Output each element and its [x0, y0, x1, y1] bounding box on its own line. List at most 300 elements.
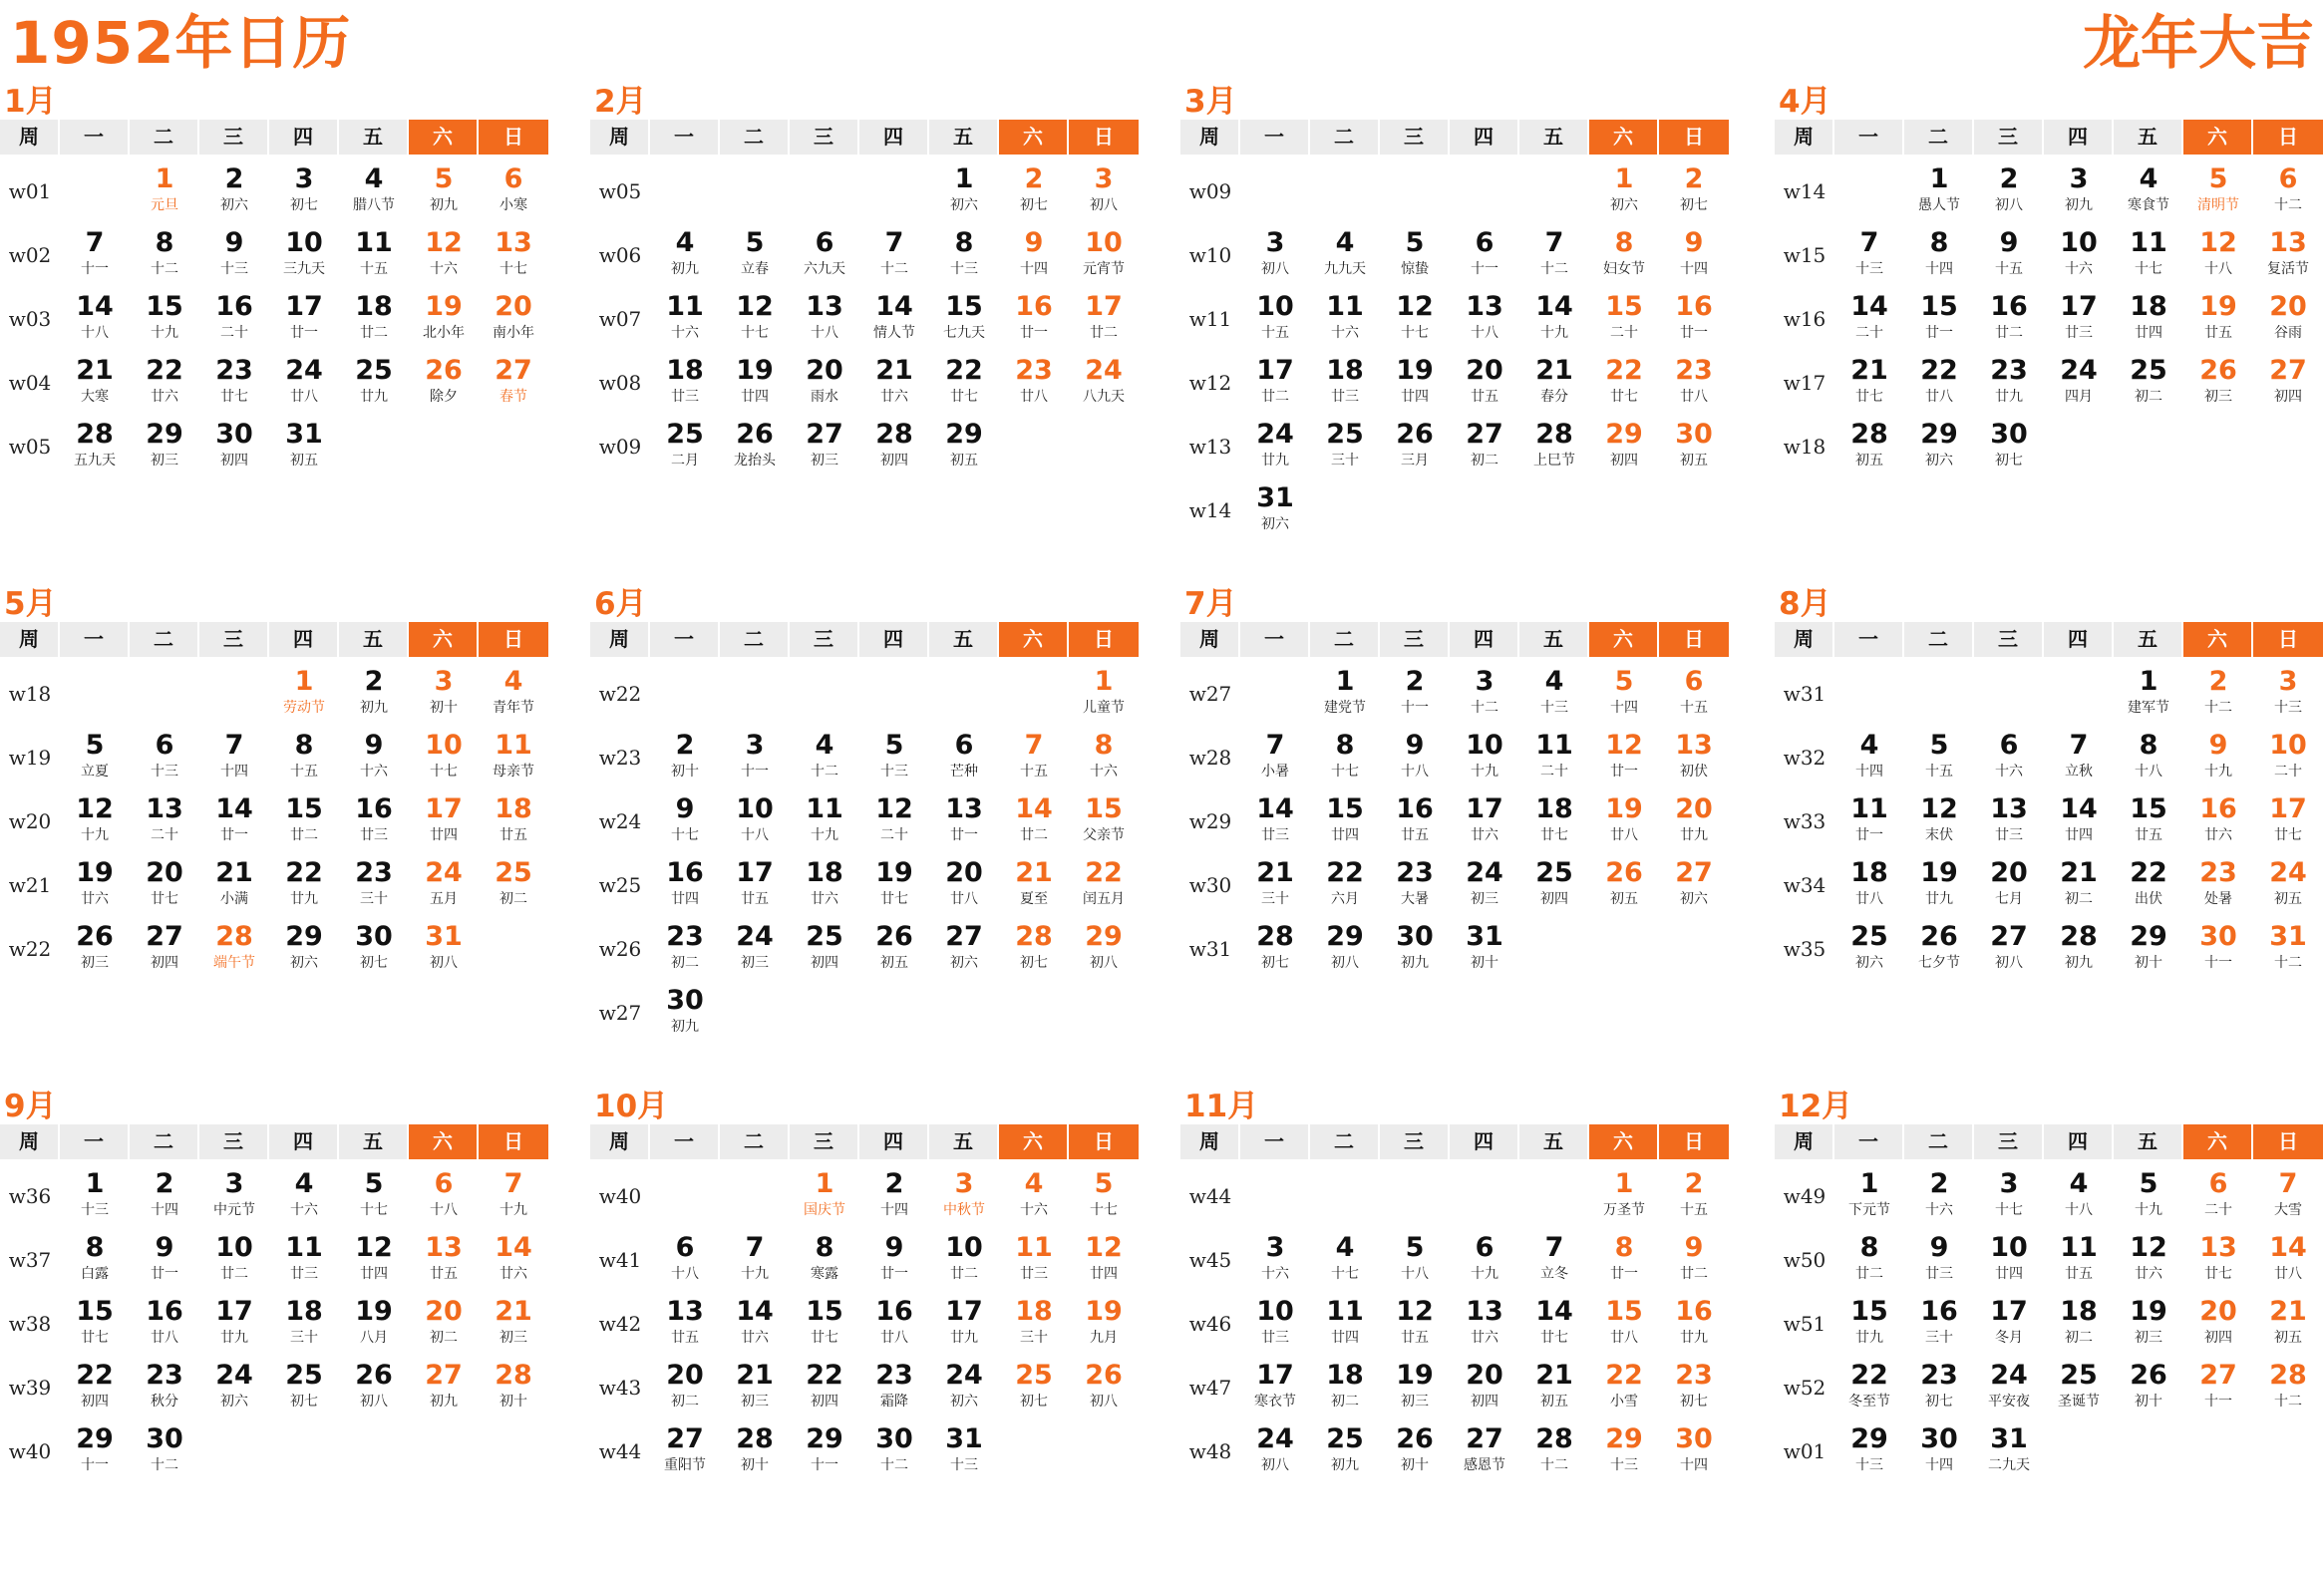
day-cell[interactable] [1834, 289, 1904, 353]
day-cell[interactable] [650, 919, 720, 983]
day-cell[interactable] [1069, 161, 1139, 225]
day-cell[interactable] [1380, 353, 1450, 417]
day-cell[interactable] [2253, 225, 2323, 289]
day-cell[interactable] [1450, 417, 1519, 480]
day-cell[interactable] [859, 1166, 929, 1230]
day-cell[interactable] [790, 791, 859, 855]
day-cell[interactable] [929, 289, 999, 353]
day-cell[interactable] [1069, 919, 1139, 983]
day-cell[interactable] [199, 1294, 269, 1358]
day-cell[interactable] [790, 289, 859, 353]
day-cell[interactable] [1069, 664, 1139, 728]
day-cell[interactable] [720, 855, 790, 919]
day-cell[interactable] [60, 728, 130, 791]
day-cell[interactable] [479, 1358, 548, 1421]
day-cell[interactable] [1240, 225, 1310, 289]
day-cell[interactable] [199, 728, 269, 791]
day-cell[interactable] [1589, 791, 1659, 855]
day-cell[interactable] [999, 791, 1069, 855]
day-cell[interactable] [1310, 919, 1380, 983]
day-cell[interactable] [409, 353, 479, 417]
day-cell[interactable] [130, 1358, 199, 1421]
day-cell[interactable] [1974, 728, 2044, 791]
day-cell[interactable] [1519, 855, 1589, 919]
day-cell[interactable] [720, 728, 790, 791]
day-cell[interactable] [339, 1166, 409, 1230]
day-cell[interactable] [269, 664, 339, 728]
day-cell[interactable] [859, 353, 929, 417]
day-cell[interactable] [929, 1421, 999, 1485]
day-cell[interactable] [1589, 225, 1659, 289]
day-cell[interactable] [479, 1166, 548, 1230]
day-cell[interactable] [269, 1358, 339, 1421]
day-cell[interactable] [999, 1294, 1069, 1358]
day-cell[interactable] [409, 1230, 479, 1294]
day-cell[interactable] [269, 919, 339, 983]
day-cell[interactable] [1069, 855, 1139, 919]
day-cell[interactable] [2044, 289, 2114, 353]
day-cell[interactable] [1589, 1294, 1659, 1358]
day-cell[interactable] [479, 791, 548, 855]
day-cell[interactable] [1519, 1358, 1589, 1421]
day-cell[interactable] [130, 791, 199, 855]
day-cell[interactable] [2114, 728, 2183, 791]
day-cell[interactable] [269, 791, 339, 855]
day-cell[interactable] [1659, 1230, 1729, 1294]
day-cell[interactable] [2044, 353, 2114, 417]
day-cell[interactable] [60, 919, 130, 983]
day-cell[interactable] [409, 855, 479, 919]
day-cell[interactable] [130, 353, 199, 417]
day-cell[interactable] [1519, 791, 1589, 855]
day-cell[interactable] [2044, 728, 2114, 791]
day-cell[interactable] [60, 1166, 130, 1230]
day-cell[interactable] [859, 1421, 929, 1485]
day-cell[interactable] [1589, 664, 1659, 728]
day-cell[interactable] [339, 1294, 409, 1358]
day-cell[interactable] [720, 1294, 790, 1358]
day-cell[interactable] [269, 1230, 339, 1294]
day-cell[interactable] [650, 728, 720, 791]
day-cell[interactable] [130, 1294, 199, 1358]
day-cell[interactable] [1589, 353, 1659, 417]
day-cell[interactable] [2183, 225, 2253, 289]
day-cell[interactable] [1380, 1294, 1450, 1358]
day-cell[interactable] [60, 791, 130, 855]
day-cell[interactable] [339, 855, 409, 919]
day-cell[interactable] [2183, 664, 2253, 728]
day-cell[interactable] [130, 225, 199, 289]
day-cell[interactable] [1310, 289, 1380, 353]
day-cell[interactable] [2114, 161, 2183, 225]
day-cell[interactable] [1380, 1358, 1450, 1421]
day-cell[interactable] [1450, 664, 1519, 728]
day-cell[interactable] [1904, 1230, 1974, 1294]
day-cell[interactable] [859, 1294, 929, 1358]
day-cell[interactable] [1659, 791, 1729, 855]
day-cell[interactable] [1450, 855, 1519, 919]
day-cell[interactable] [1659, 1294, 1729, 1358]
day-cell[interactable] [650, 855, 720, 919]
day-cell[interactable] [2114, 1358, 2183, 1421]
day-cell[interactable] [2253, 791, 2323, 855]
day-cell[interactable] [2183, 353, 2253, 417]
day-cell[interactable] [929, 1294, 999, 1358]
day-cell[interactable] [859, 417, 929, 480]
day-cell[interactable] [1589, 417, 1659, 480]
day-cell[interactable] [790, 855, 859, 919]
day-cell[interactable] [1069, 289, 1139, 353]
day-cell[interactable] [650, 983, 720, 1047]
day-cell[interactable] [479, 1230, 548, 1294]
day-cell[interactable] [2183, 1166, 2253, 1230]
day-cell[interactable] [1240, 728, 1310, 791]
day-cell[interactable] [1069, 728, 1139, 791]
day-cell[interactable] [1974, 1230, 2044, 1294]
day-cell[interactable] [1974, 1421, 2044, 1485]
day-cell[interactable] [1519, 417, 1589, 480]
day-cell[interactable] [130, 1421, 199, 1485]
day-cell[interactable] [2183, 1294, 2253, 1358]
day-cell[interactable] [859, 289, 929, 353]
day-cell[interactable] [1834, 225, 1904, 289]
day-cell[interactable] [269, 353, 339, 417]
day-cell[interactable] [2183, 289, 2253, 353]
day-cell[interactable] [720, 225, 790, 289]
day-cell[interactable] [2253, 855, 2323, 919]
day-cell[interactable] [790, 353, 859, 417]
day-cell[interactable] [929, 855, 999, 919]
day-cell[interactable] [929, 353, 999, 417]
day-cell[interactable] [2114, 1294, 2183, 1358]
day-cell[interactable] [130, 1230, 199, 1294]
day-cell[interactable] [1240, 791, 1310, 855]
day-cell[interactable] [1310, 791, 1380, 855]
day-cell[interactable] [2114, 1166, 2183, 1230]
day-cell[interactable] [720, 919, 790, 983]
day-cell[interactable] [1240, 480, 1310, 544]
day-cell[interactable] [929, 225, 999, 289]
day-cell[interactable] [1904, 1358, 1974, 1421]
day-cell[interactable] [1589, 1358, 1659, 1421]
day-cell[interactable] [1450, 289, 1519, 353]
day-cell[interactable] [1589, 161, 1659, 225]
day-cell[interactable] [199, 161, 269, 225]
day-cell[interactable] [2183, 161, 2253, 225]
day-cell[interactable] [790, 728, 859, 791]
day-cell[interactable] [269, 855, 339, 919]
day-cell[interactable] [1380, 728, 1450, 791]
day-cell[interactable] [1450, 791, 1519, 855]
day-cell[interactable] [650, 353, 720, 417]
day-cell[interactable] [1380, 919, 1450, 983]
day-cell[interactable] [1834, 1421, 1904, 1485]
day-cell[interactable] [130, 1166, 199, 1230]
day-cell[interactable] [409, 919, 479, 983]
day-cell[interactable] [339, 289, 409, 353]
day-cell[interactable] [1904, 225, 1974, 289]
day-cell[interactable] [409, 161, 479, 225]
day-cell[interactable] [1310, 1230, 1380, 1294]
day-cell[interactable] [859, 919, 929, 983]
day-cell[interactable] [1310, 417, 1380, 480]
day-cell[interactable] [2044, 225, 2114, 289]
day-cell[interactable] [60, 289, 130, 353]
day-cell[interactable] [199, 1230, 269, 1294]
day-cell[interactable] [650, 791, 720, 855]
day-cell[interactable] [1974, 855, 2044, 919]
day-cell[interactable] [60, 1294, 130, 1358]
day-cell[interactable] [1904, 1294, 1974, 1358]
day-cell[interactable] [1519, 225, 1589, 289]
day-cell[interactable] [2183, 855, 2253, 919]
day-cell[interactable] [1589, 855, 1659, 919]
day-cell[interactable] [199, 289, 269, 353]
day-cell[interactable] [1659, 855, 1729, 919]
day-cell[interactable] [409, 225, 479, 289]
day-cell[interactable] [2253, 1294, 2323, 1358]
day-cell[interactable] [1659, 417, 1729, 480]
day-cell[interactable] [1450, 1358, 1519, 1421]
day-cell[interactable] [1069, 1294, 1139, 1358]
day-cell[interactable] [1240, 855, 1310, 919]
day-cell[interactable] [650, 417, 720, 480]
day-cell[interactable] [1310, 1294, 1380, 1358]
day-cell[interactable] [1380, 1230, 1450, 1294]
day-cell[interactable] [1659, 1358, 1729, 1421]
day-cell[interactable] [1659, 1166, 1729, 1230]
day-cell[interactable] [650, 225, 720, 289]
day-cell[interactable] [1659, 728, 1729, 791]
day-cell[interactable] [1310, 855, 1380, 919]
day-cell[interactable] [1974, 919, 2044, 983]
day-cell[interactable] [2183, 791, 2253, 855]
day-cell[interactable] [479, 353, 548, 417]
day-cell[interactable] [1240, 919, 1310, 983]
day-cell[interactable] [1450, 1421, 1519, 1485]
day-cell[interactable] [409, 1294, 479, 1358]
day-cell[interactable] [2044, 161, 2114, 225]
day-cell[interactable] [1450, 1230, 1519, 1294]
day-cell[interactable] [720, 353, 790, 417]
day-cell[interactable] [2253, 1230, 2323, 1294]
day-cell[interactable] [2183, 728, 2253, 791]
day-cell[interactable] [479, 664, 548, 728]
day-cell[interactable] [1519, 1230, 1589, 1294]
day-cell[interactable] [199, 919, 269, 983]
day-cell[interactable] [1589, 1230, 1659, 1294]
day-cell[interactable] [1659, 225, 1729, 289]
day-cell[interactable] [1380, 289, 1450, 353]
day-cell[interactable] [929, 161, 999, 225]
day-cell[interactable] [479, 161, 548, 225]
day-cell[interactable] [1450, 353, 1519, 417]
day-cell[interactable] [720, 791, 790, 855]
day-cell[interactable] [1519, 1294, 1589, 1358]
day-cell[interactable] [1069, 791, 1139, 855]
day-cell[interactable] [1904, 289, 1974, 353]
day-cell[interactable] [1450, 1294, 1519, 1358]
day-cell[interactable] [1240, 1421, 1310, 1485]
day-cell[interactable] [409, 289, 479, 353]
day-cell[interactable] [1904, 1166, 1974, 1230]
day-cell[interactable] [999, 353, 1069, 417]
day-cell[interactable] [790, 1421, 859, 1485]
day-cell[interactable] [1380, 225, 1450, 289]
day-cell[interactable] [2253, 1358, 2323, 1421]
day-cell[interactable] [790, 1166, 859, 1230]
day-cell[interactable] [339, 919, 409, 983]
day-cell[interactable] [999, 1358, 1069, 1421]
day-cell[interactable] [2253, 353, 2323, 417]
day-cell[interactable] [859, 728, 929, 791]
day-cell[interactable] [1240, 1294, 1310, 1358]
day-cell[interactable] [130, 417, 199, 480]
day-cell[interactable] [1450, 919, 1519, 983]
day-cell[interactable] [269, 1294, 339, 1358]
day-cell[interactable] [1240, 1358, 1310, 1421]
day-cell[interactable] [1904, 855, 1974, 919]
day-cell[interactable] [1069, 1230, 1139, 1294]
day-cell[interactable] [1974, 289, 2044, 353]
day-cell[interactable] [2114, 1230, 2183, 1294]
day-cell[interactable] [2044, 919, 2114, 983]
day-cell[interactable] [1904, 791, 1974, 855]
day-cell[interactable] [199, 353, 269, 417]
day-cell[interactable] [1589, 1166, 1659, 1230]
day-cell[interactable] [1659, 1421, 1729, 1485]
day-cell[interactable] [790, 1294, 859, 1358]
day-cell[interactable] [929, 1358, 999, 1421]
day-cell[interactable] [2253, 161, 2323, 225]
day-cell[interactable] [409, 791, 479, 855]
day-cell[interactable] [2044, 1230, 2114, 1294]
day-cell[interactable] [479, 289, 548, 353]
day-cell[interactable] [269, 728, 339, 791]
day-cell[interactable] [1904, 161, 1974, 225]
day-cell[interactable] [859, 791, 929, 855]
day-cell[interactable] [1904, 353, 1974, 417]
day-cell[interactable] [790, 1358, 859, 1421]
day-cell[interactable] [2253, 664, 2323, 728]
day-cell[interactable] [1240, 1230, 1310, 1294]
day-cell[interactable] [999, 1230, 1069, 1294]
day-cell[interactable] [2044, 1294, 2114, 1358]
day-cell[interactable] [1974, 353, 2044, 417]
day-cell[interactable] [1240, 289, 1310, 353]
day-cell[interactable] [409, 1166, 479, 1230]
day-cell[interactable] [199, 1358, 269, 1421]
day-cell[interactable] [720, 1421, 790, 1485]
day-cell[interactable] [60, 417, 130, 480]
day-cell[interactable] [929, 1230, 999, 1294]
day-cell[interactable] [1240, 353, 1310, 417]
day-cell[interactable] [1310, 225, 1380, 289]
day-cell[interactable] [1834, 919, 1904, 983]
day-cell[interactable] [130, 855, 199, 919]
day-cell[interactable] [2044, 1166, 2114, 1230]
day-cell[interactable] [1834, 353, 1904, 417]
day-cell[interactable] [60, 353, 130, 417]
day-cell[interactable] [1904, 919, 1974, 983]
day-cell[interactable] [2044, 1358, 2114, 1421]
day-cell[interactable] [60, 1421, 130, 1485]
day-cell[interactable] [1069, 353, 1139, 417]
day-cell[interactable] [130, 728, 199, 791]
day-cell[interactable] [409, 728, 479, 791]
day-cell[interactable] [339, 225, 409, 289]
day-cell[interactable] [199, 225, 269, 289]
day-cell[interactable] [929, 791, 999, 855]
day-cell[interactable] [1659, 161, 1729, 225]
day-cell[interactable] [199, 417, 269, 480]
day-cell[interactable] [999, 1166, 1069, 1230]
day-cell[interactable] [1834, 855, 1904, 919]
day-cell[interactable] [130, 289, 199, 353]
day-cell[interactable] [1834, 1230, 1904, 1294]
day-cell[interactable] [2183, 1358, 2253, 1421]
day-cell[interactable] [999, 161, 1069, 225]
day-cell[interactable] [1659, 664, 1729, 728]
day-cell[interactable] [1974, 1166, 2044, 1230]
day-cell[interactable] [1519, 289, 1589, 353]
day-cell[interactable] [1310, 353, 1380, 417]
day-cell[interactable] [2114, 919, 2183, 983]
day-cell[interactable] [1904, 417, 1974, 480]
day-cell[interactable] [2044, 791, 2114, 855]
day-cell[interactable] [1519, 728, 1589, 791]
day-cell[interactable] [1834, 1294, 1904, 1358]
day-cell[interactable] [1519, 353, 1589, 417]
day-cell[interactable] [1310, 1421, 1380, 1485]
day-cell[interactable] [339, 1230, 409, 1294]
day-cell[interactable] [339, 1358, 409, 1421]
day-cell[interactable] [1659, 289, 1729, 353]
day-cell[interactable] [2114, 225, 2183, 289]
day-cell[interactable] [650, 289, 720, 353]
day-cell[interactable] [1974, 1294, 2044, 1358]
day-cell[interactable] [130, 919, 199, 983]
day-cell[interactable] [479, 1294, 548, 1358]
day-cell[interactable] [2114, 664, 2183, 728]
day-cell[interactable] [999, 728, 1069, 791]
day-cell[interactable] [269, 289, 339, 353]
day-cell[interactable] [479, 225, 548, 289]
day-cell[interactable] [1380, 1421, 1450, 1485]
day-cell[interactable] [269, 161, 339, 225]
day-cell[interactable] [999, 289, 1069, 353]
day-cell[interactable] [650, 1358, 720, 1421]
day-cell[interactable] [60, 855, 130, 919]
day-cell[interactable] [1519, 664, 1589, 728]
day-cell[interactable] [1589, 289, 1659, 353]
day-cell[interactable] [479, 855, 548, 919]
day-cell[interactable] [929, 919, 999, 983]
day-cell[interactable] [2114, 353, 2183, 417]
day-cell[interactable] [1834, 791, 1904, 855]
day-cell[interactable] [650, 1421, 720, 1485]
day-cell[interactable] [269, 417, 339, 480]
day-cell[interactable] [60, 1230, 130, 1294]
day-cell[interactable] [790, 1230, 859, 1294]
day-cell[interactable] [1069, 1358, 1139, 1421]
day-cell[interactable] [1380, 664, 1450, 728]
day-cell[interactable] [1069, 225, 1139, 289]
day-cell[interactable] [859, 225, 929, 289]
day-cell[interactable] [1240, 417, 1310, 480]
day-cell[interactable] [1069, 1166, 1139, 1230]
day-cell[interactable] [929, 417, 999, 480]
